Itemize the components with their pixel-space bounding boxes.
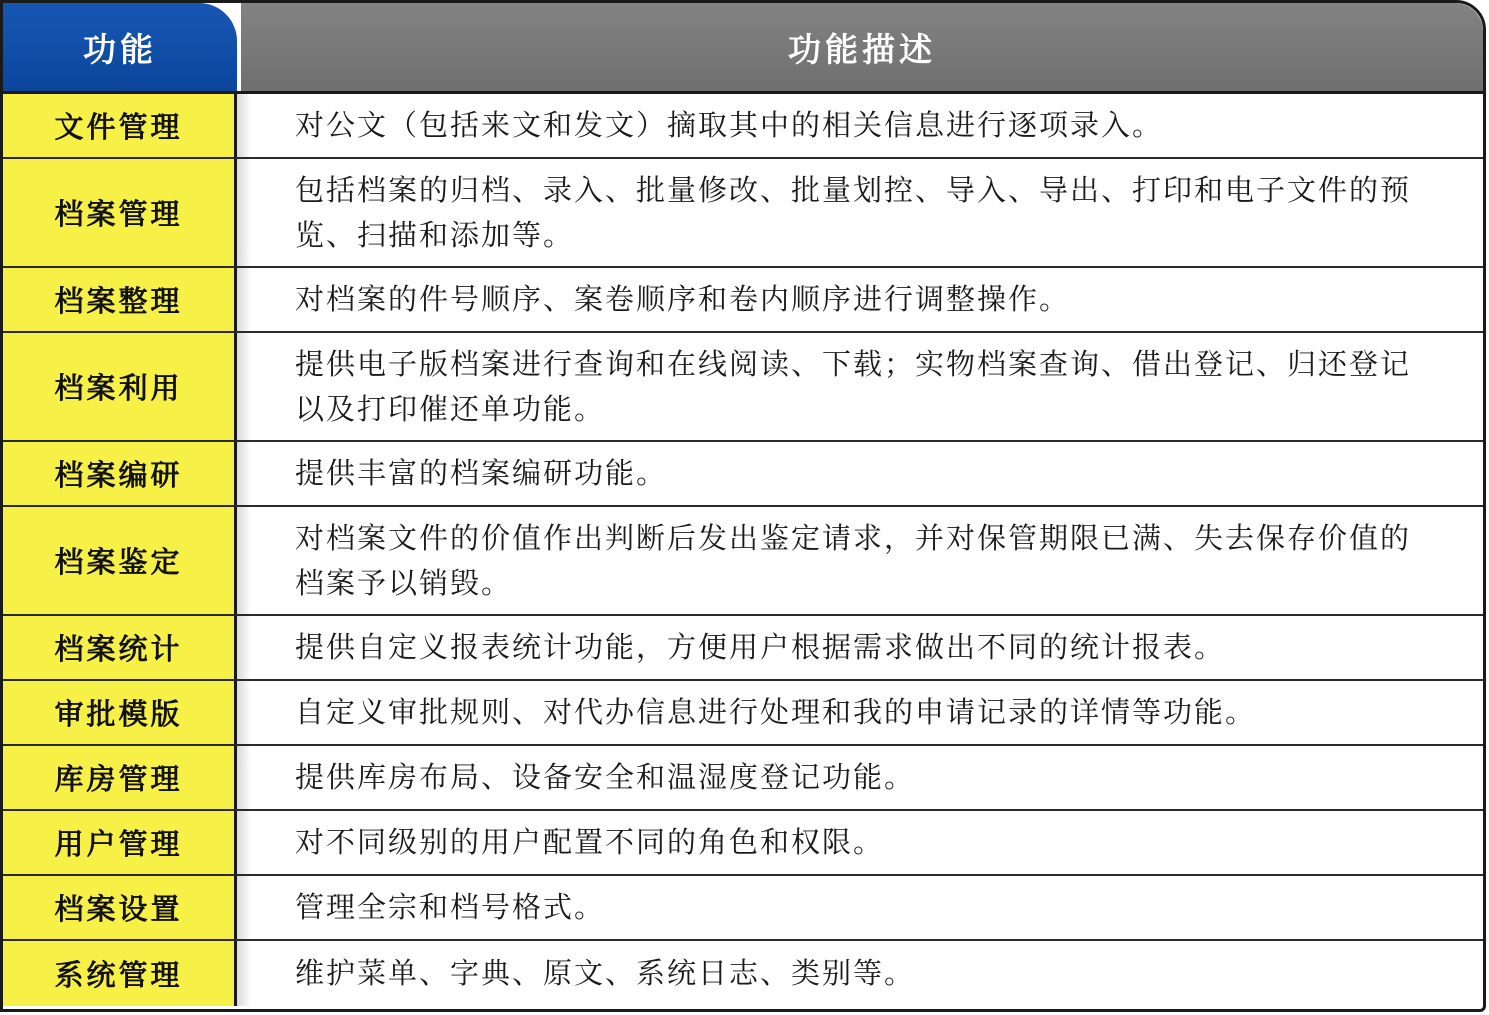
function-cell: 档案统计 (3, 616, 237, 679)
table-row (3, 941, 1483, 1006)
cell-shade (237, 94, 251, 157)
description-cell: 自定义审批规则、对代办信息进行处理和我的申请记录的详情等功能。 (295, 695, 1257, 729)
cell-shade (237, 442, 251, 505)
table-row (3, 616, 1483, 681)
table-row (3, 442, 1483, 507)
description-cell: 包括档案的归档、录入、批量修改、批量划控、导入、导出、打印和电子文件的预览、扫描和添加等。 (295, 172, 1412, 252)
description-cell: 提供库房布局、设备安全和温湿度登记功能。 (295, 760, 916, 794)
description-cell: 对不同级别的用户配置不同的角色和权限。 (295, 825, 885, 859)
cell-shade (237, 268, 251, 331)
function-cell: 档案鉴定 (3, 507, 237, 614)
table-row (3, 159, 1483, 268)
cell-shade (237, 941, 251, 1006)
description-cell: 提供自定义报表统计功能，方便用户根据需求做出不同的统计报表。 (295, 630, 1226, 664)
cell-shade (237, 616, 251, 679)
function-cell: 系统管理 (3, 941, 237, 1006)
function-cell: 文件管理 (3, 94, 237, 157)
function-cell: 审批模版 (3, 681, 237, 744)
table-row (3, 876, 1483, 941)
table-row (3, 268, 1483, 333)
function-cell: 档案编研 (3, 442, 237, 505)
function-cell: 档案设置 (3, 876, 237, 939)
cell-shade (237, 507, 251, 614)
description-cell: 提供电子版档案进行查询和在线阅读、下载；实物档案查询、借出登记、归还登记以及打印催还单功能。 (295, 346, 1412, 426)
function-cell: 档案管理 (3, 159, 237, 266)
cell-shade (237, 811, 251, 874)
table-row (3, 94, 1483, 159)
cell-shade (237, 876, 251, 939)
table-row (3, 681, 1483, 746)
cell-shade (237, 746, 251, 809)
description-cell: 提供丰富的档案编研功能。 (295, 456, 668, 490)
function-cell: 档案整理 (3, 268, 237, 331)
table-row (3, 811, 1483, 876)
table-body (3, 94, 1483, 1006)
header-function: 功能 (3, 3, 237, 91)
cell-shade (237, 681, 251, 744)
function-cell: 库房管理 (3, 746, 237, 809)
function-cell: 用户管理 (3, 811, 237, 874)
cell-shade (237, 159, 251, 266)
description-cell: 对档案的件号顺序、案卷顺序和卷内顺序进行调整操作。 (295, 282, 1071, 316)
header-description: 功能描述 (241, 3, 1483, 91)
description-cell: 对档案文件的价值作出判断后发出鉴定请求，并对保管期限已满、失去保存价值的档案予以销毁。 (295, 520, 1412, 600)
description-cell: 维护菜单、字典、原文、系统日志、类别等。 (295, 956, 916, 990)
function-cell: 档案利用 (3, 333, 237, 440)
description-cell: 管理全宗和档号格式。 (295, 890, 606, 924)
cell-shade (237, 333, 251, 440)
table-header (3, 3, 1483, 94)
table-row (3, 746, 1483, 811)
description-cell: 对公文（包括来文和发文）摘取其中的相关信息进行逐项录入。 (295, 108, 1164, 142)
table-row (3, 507, 1483, 616)
table-row (3, 333, 1483, 442)
